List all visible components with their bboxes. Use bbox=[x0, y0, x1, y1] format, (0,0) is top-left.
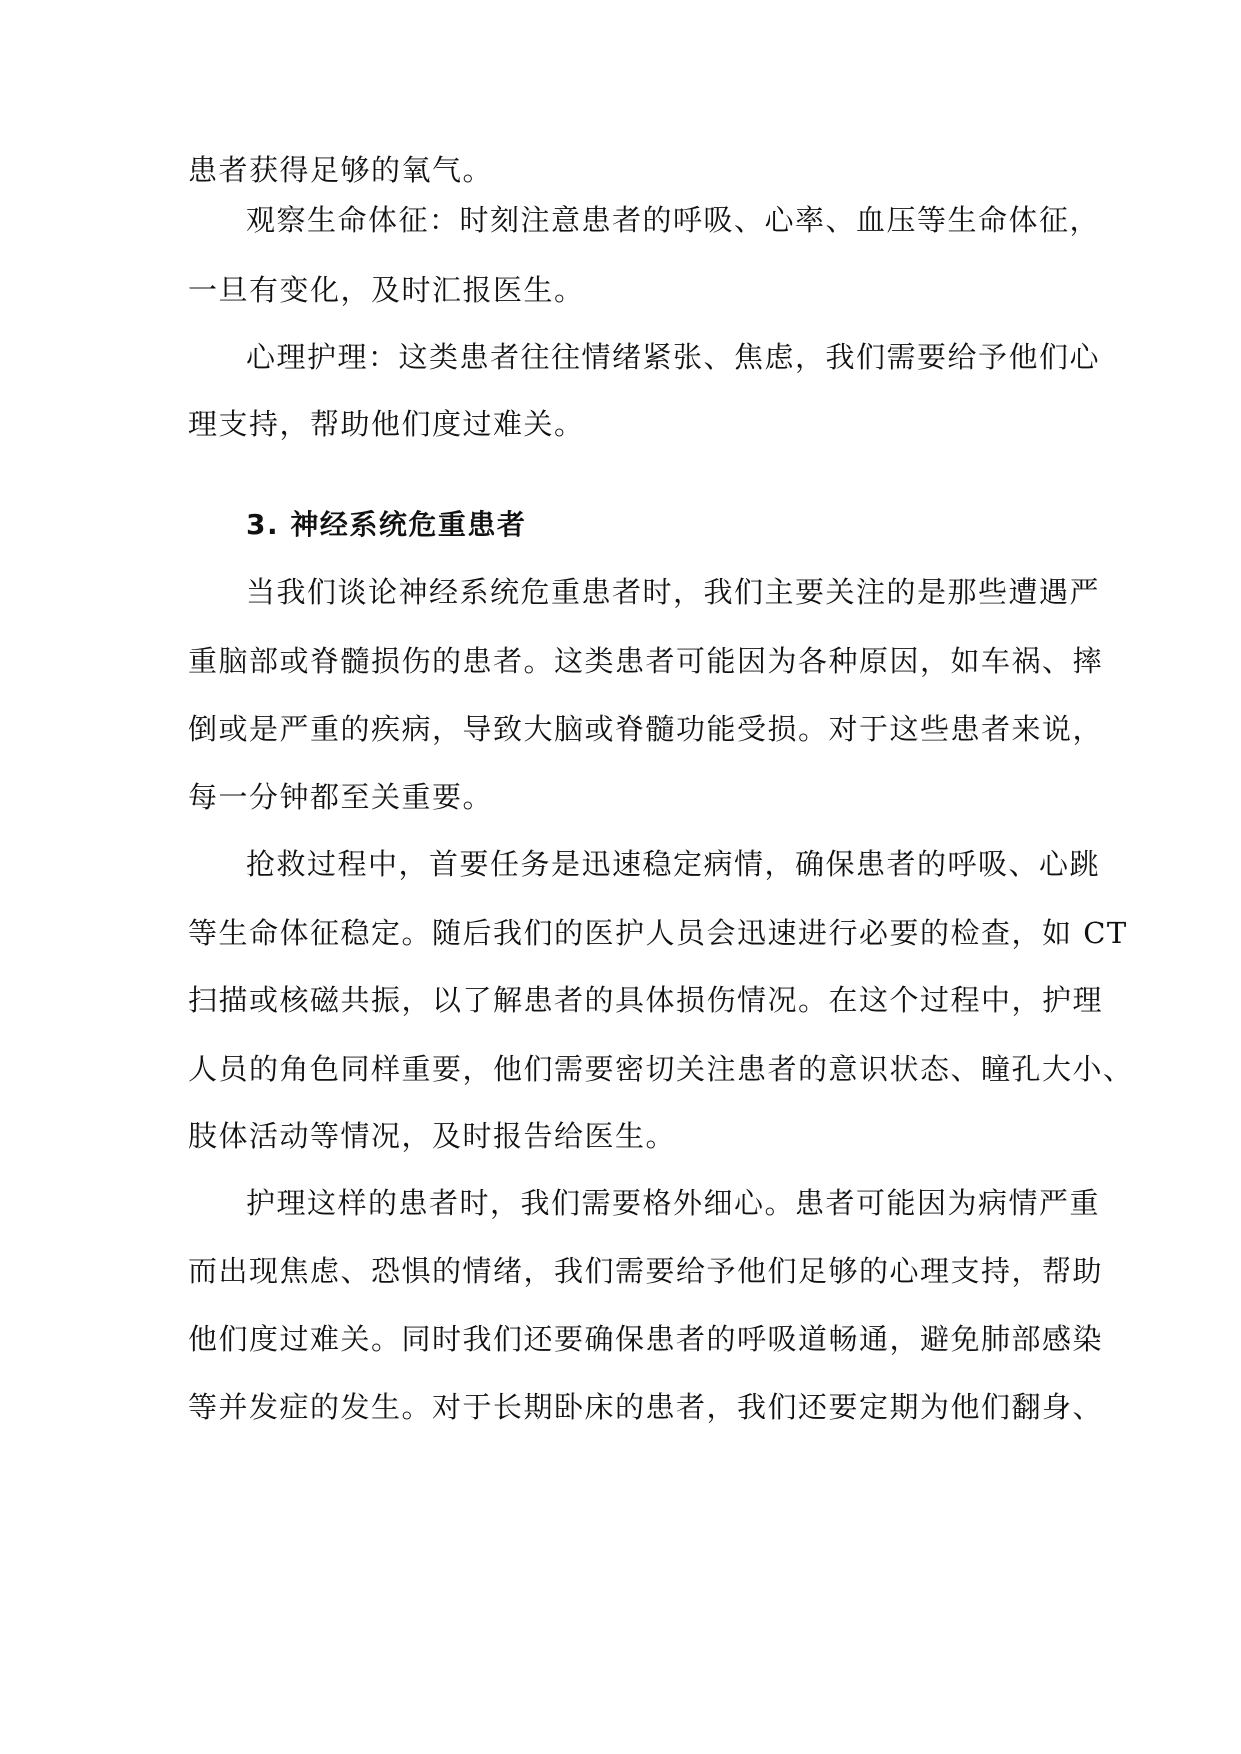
text-line: 重脑部或脊髓损伤的患者。这类患者可能因为各种原因，如车祸、摔 bbox=[188, 644, 1104, 678]
text-line: 倒或是严重的疾病，导致大脑或脊髓功能受损。对于这些患者来说， bbox=[188, 712, 1104, 746]
section-heading: 3. 神经系统危重患者 bbox=[246, 508, 527, 541]
text-line: 观察生命体征：时刻注意患者的呼吸、心率、血压等生命体征， bbox=[246, 203, 1101, 237]
text-line: 而出现焦虑、恐惧的情绪，我们需要给予他们足够的心理支持，帮助 bbox=[188, 1254, 1104, 1288]
text-line: 心理护理：这类患者往往情绪紧张、焦虑，我们需要给予他们心 bbox=[246, 340, 1101, 374]
text-line: 等生命体征稳定。随后我们的医护人员会迅速进行必要的检查，如 CT bbox=[188, 916, 1128, 950]
text-line: 人员的角色同样重要，他们需要密切关注患者的意识状态、瞳孔大小、 bbox=[188, 1052, 1134, 1086]
text-line: 他们度过难关。同时我们还要确保患者的呼吸道畅通，避免肺部感染 bbox=[188, 1322, 1104, 1356]
text-line: 一旦有变化，及时汇报医生。 bbox=[188, 273, 585, 307]
text-line: 理支持，帮助他们度过难关。 bbox=[188, 407, 585, 441]
text-line: 等并发症的发生。对于长期卧床的患者，我们还要定期为他们翻身、 bbox=[188, 1390, 1104, 1424]
text-line: 当我们谈论神经系统危重患者时，我们主要关注的是那些遭遇严 bbox=[246, 575, 1101, 609]
text-line: 抢救过程中，首要任务是迅速稳定病情，确保患者的呼吸、心跳 bbox=[246, 847, 1101, 881]
text-line: 护理这样的患者时，我们需要格外细心。患者可能因为病情严重 bbox=[246, 1186, 1101, 1220]
text-line: 扫描或核磁共振，以了解患者的具体损伤情况。在这个过程中，护理 bbox=[188, 983, 1104, 1017]
text-line: 肢体活动等情况，及时报告给医生。 bbox=[188, 1119, 677, 1153]
text-line: 每一分钟都至关重要。 bbox=[188, 780, 494, 814]
text-line: 患者获得足够的氧气。 bbox=[188, 153, 494, 187]
